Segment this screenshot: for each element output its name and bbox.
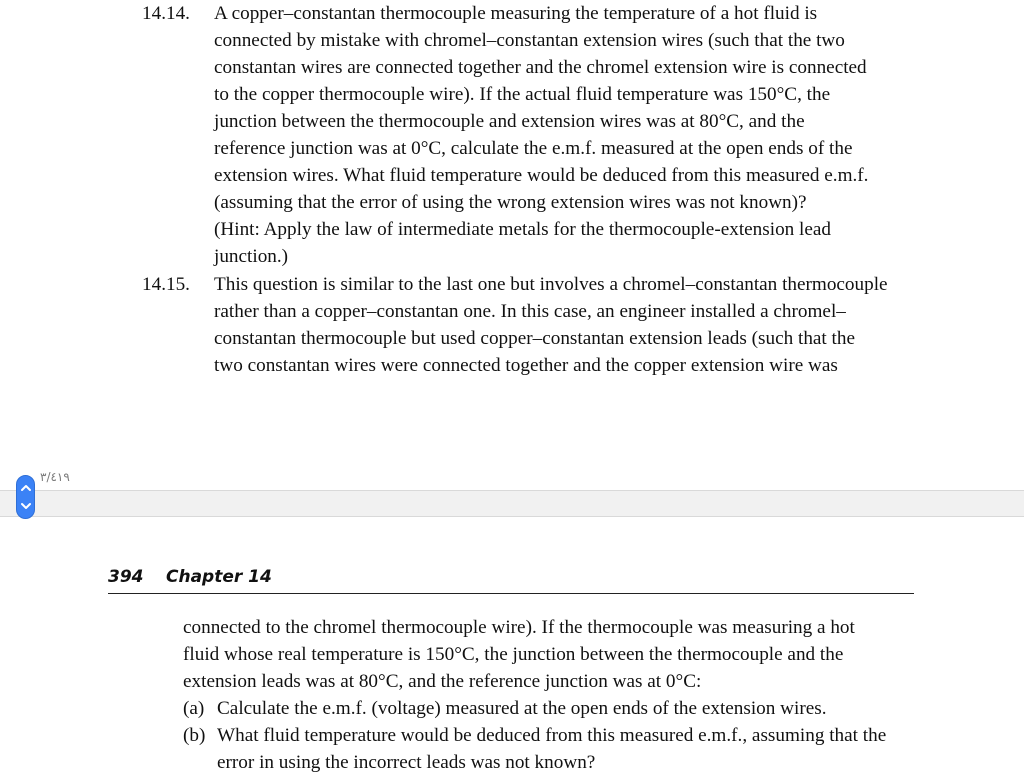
text-line: extension wires. What fluid temperature would be deduced from this measured e.m.f. bbox=[214, 165, 869, 186]
text-line: rather than a copper–constantan one. In this case, an engineer installed a chromel– bbox=[214, 301, 846, 322]
text-line: A copper–constantan thermocouple measuring the temperature of a hot fluid is bbox=[214, 3, 818, 24]
text-line: junction.) bbox=[214, 246, 289, 267]
text-line: (Hint: Apply the law of intermediate metals for the thermocouple-extension lead bbox=[214, 219, 832, 240]
subpart-text: What fluid temperature would be deduced from this measured e.m.f., assuming that the error in using the incorrect leads was not known? bbox=[217, 725, 887, 773]
chapter-header bbox=[108, 563, 914, 594]
problem-text bbox=[214, 0, 950, 270]
text-line: (assuming that the error of using the wrong extension wires was not known)? bbox=[214, 192, 807, 213]
text-line: connected by mistake with chromel–constantan extension wires (such that the two bbox=[214, 30, 845, 51]
chapter-title: Chapter 14 bbox=[166, 567, 272, 587]
text-line: reference junction was at 0°C, calculate the e.m.f. measured at the open ends of the bbox=[214, 138, 853, 159]
subpart-label: (b) bbox=[183, 725, 206, 746]
problem-text bbox=[214, 271, 950, 379]
problem-number: 14.15. bbox=[142, 274, 190, 295]
text-line: fluid whose real temperature is 150°C, the junction between the thermocouple and the bbox=[183, 644, 844, 665]
chevron-up-icon bbox=[21, 484, 31, 492]
page-navigator[interactable] bbox=[16, 475, 35, 519]
next-page-button[interactable] bbox=[20, 500, 32, 512]
page-indicator: ٣/٤١٩ bbox=[40, 470, 70, 484]
text-line: to the copper thermocouple wire). If the actual fluid temperature was 150°C, the bbox=[214, 84, 831, 105]
text-line: connected to the chromel thermocouple wire). If the thermocouple was measuring a hot bbox=[183, 617, 855, 638]
problem-number: 14.14. bbox=[142, 3, 190, 24]
text-line: extension leads was at 80°C, and the reference junction was at 0°C: bbox=[183, 671, 702, 692]
page-break-divider bbox=[0, 490, 1024, 517]
text-line: constantan wires are connected together and the chromel extension wire is connected bbox=[214, 57, 867, 78]
previous-page-button[interactable] bbox=[20, 482, 32, 494]
text-line: constantan thermocouple but used copper–constantan extension leads (such that the bbox=[214, 328, 855, 349]
text-line: junction between the thermocouple and extension wires was at 80°C, and the bbox=[214, 111, 805, 132]
page-number: 394 bbox=[108, 567, 144, 587]
text-line: This question is similar to the last one but involves a chromel–constantan thermocouple bbox=[214, 274, 888, 295]
subpart-text: Calculate the e.m.f. (voltage) measured at the open ends of the extension wires. bbox=[217, 698, 827, 719]
continuation-text bbox=[183, 614, 914, 695]
text-line: two constantan wires were connected together and the copper extension wire was bbox=[214, 355, 838, 376]
chevron-down-icon bbox=[21, 502, 31, 510]
subpart-label: (a) bbox=[183, 698, 205, 719]
